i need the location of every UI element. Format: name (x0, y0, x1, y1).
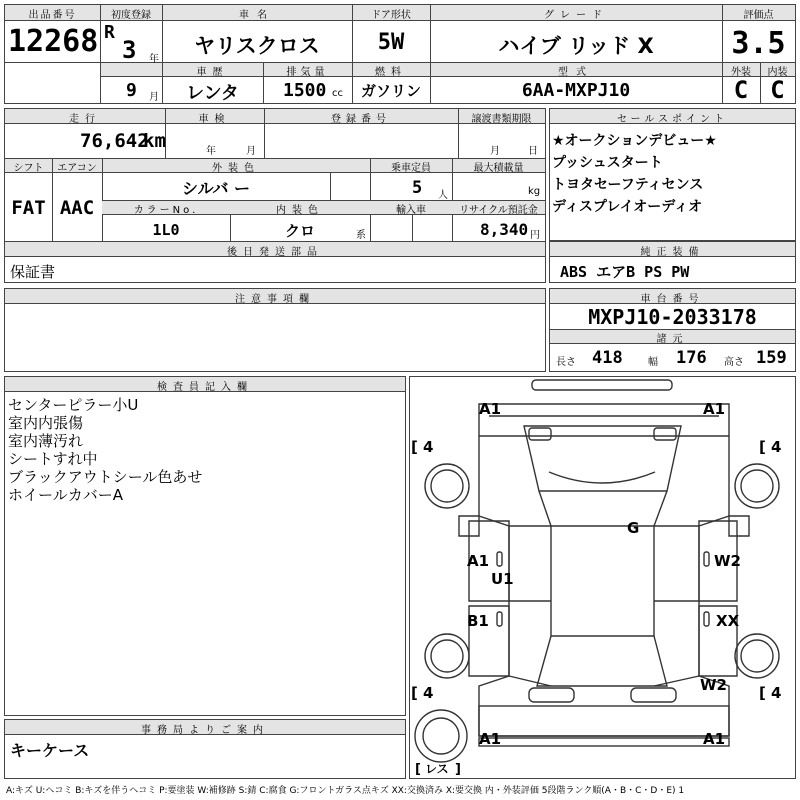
history-label: 車歴 (196, 67, 229, 78)
svg-text:[: [ (759, 684, 766, 702)
equipment-label: 純正装備 (640, 247, 705, 258)
tire-mark: 4 (423, 438, 434, 456)
displacement-label: 排気量 (286, 67, 329, 78)
model-label: 型式 (558, 67, 594, 78)
sales-point: トヨタセーフティセンス (552, 177, 704, 193)
ac-value: AAC (59, 197, 95, 219)
svg-text:[: [ (415, 762, 421, 777)
color-label: 外装色 (212, 163, 260, 174)
sales-point: ディスプレイオーディオ (552, 199, 703, 215)
reg-month-unit: 月 (149, 92, 159, 103)
chassis-number: MXPJ10-2033178 (588, 305, 757, 329)
shift-label: シフト (13, 163, 44, 174)
ext-label: 外装 (731, 67, 751, 78)
mileage-label: 走行 (69, 114, 101, 125)
mileage-unit: km (143, 130, 166, 152)
damage-mark: W2 (714, 552, 741, 570)
car-name-label: 車名 (239, 10, 275, 21)
grade-value: ハイブ リッド X (498, 34, 654, 58)
damage-mark: G (627, 519, 640, 537)
inspector-line: シートすれ中 (8, 450, 98, 468)
inspector-line: ブラックアウトシール色あせ (8, 468, 203, 486)
recycle-value: 8,340 (480, 220, 529, 239)
history-value: レンタ (186, 83, 239, 104)
ac-label: エアコン (57, 163, 97, 174)
displacement-value: 1500 (283, 80, 327, 101)
import-label: 輸入車 (396, 205, 426, 216)
fuel-value: ガソリン (360, 82, 421, 100)
colorno-value: 1L0 (152, 221, 180, 239)
spare-label: レス (425, 762, 449, 776)
damage-mark: W2 (700, 676, 727, 694)
score-value: 3.5 (731, 26, 786, 61)
ext-value: C (733, 76, 749, 104)
car-name: ヤリスクロス (194, 34, 320, 58)
grade-label: グレード (544, 10, 608, 21)
damage-mark: A1 (479, 730, 502, 748)
capacity-label: 乗車定員 (391, 163, 431, 174)
maxload-unit: kg (528, 186, 541, 197)
reg-year-unit: 年 (149, 54, 159, 65)
lot-number: 12268 (8, 24, 99, 59)
damage-mark: A1 (703, 730, 726, 748)
reg-month: 9 (126, 80, 137, 101)
tire-mark: 4 (771, 438, 782, 456)
damage-mark: A1 (479, 400, 502, 418)
score-label: 評価点 (743, 10, 774, 21)
recycle-unit: 円 (530, 230, 540, 241)
width-label: 幅 (648, 357, 658, 368)
interior-unit: 系 (356, 230, 366, 241)
damage-mark: A1 (467, 552, 490, 570)
shift-value: FAT (11, 197, 46, 219)
office-value: キーケース (10, 741, 90, 760)
capacity-value: 5 (412, 178, 423, 198)
sales-label: セールスポイント (616, 114, 729, 125)
svg-text:]: ] (455, 762, 461, 777)
damage-mark: U1 (491, 570, 514, 588)
transfer-day-unit: 日 (528, 146, 538, 157)
int-value: C (770, 76, 785, 104)
transfer-label: 譲渡書類期限 (471, 114, 532, 125)
reg-label: 初度登録 (111, 10, 151, 21)
color-value: シルバ ー (181, 179, 251, 198)
sales-point: ★オークションデビュー★ (552, 133, 717, 149)
sales-point: プッシュスタート (552, 155, 663, 171)
svg-text:[: [ (759, 438, 766, 456)
inspector-label: 検査員記入欄 (157, 382, 253, 393)
int-label: 内装 (767, 67, 788, 78)
maxload-label: 最大積載量 (473, 163, 524, 174)
office-label: 事務局よりご案内 (141, 725, 269, 736)
reg-year: 3 (122, 36, 137, 64)
chassis-label: 車台番号 (640, 294, 705, 305)
length-value: 418 (592, 348, 623, 368)
interior-label: 内装色 (276, 205, 324, 216)
inspection-year-unit: 年 (206, 146, 216, 157)
lot-label: 出品番号 (28, 10, 77, 21)
car-diagram (409, 376, 796, 779)
svg-text:[: [ (411, 684, 418, 702)
mileage-value: 76,642 (80, 130, 149, 152)
colorno-label: カラーNo. (133, 205, 199, 216)
recycle-label: リサイクル預託金 (459, 205, 538, 216)
equipment-value: ABS エアB PS PW (560, 263, 690, 281)
tire-mark: 4 (771, 684, 782, 702)
svg-text:[: [ (411, 438, 418, 456)
displacement-unit: cc (332, 88, 343, 99)
damage-mark: XX (716, 612, 740, 630)
interior-value: クロ (284, 222, 315, 240)
inspector-line: 室内内張傷 (8, 414, 84, 432)
door-value: 5W (377, 30, 405, 55)
reg-era: R (104, 22, 115, 43)
height-label: 高さ (724, 357, 744, 368)
notes-label: 注意事項欄 (235, 294, 315, 305)
damage-mark: A1 (703, 400, 726, 418)
regno-label: 登録番号 (331, 114, 391, 125)
later-value: 保証書 (10, 263, 56, 281)
length-label: 長さ (556, 357, 576, 368)
inspector-line: センターピラー小U (8, 396, 139, 414)
door-label: ドア形状 (371, 10, 411, 21)
inspector-line: 室内薄汚れ (8, 432, 84, 450)
inspection-month-unit: 月 (246, 146, 256, 157)
transfer-month-unit: 月 (490, 146, 500, 157)
capacity-unit: 人 (438, 190, 448, 201)
dims-label: 諸元 (656, 334, 689, 345)
fuel-label: 燃料 (375, 67, 407, 78)
damage-mark: B1 (467, 612, 489, 630)
height-value: 159 (756, 348, 787, 368)
width-value: 176 (676, 348, 707, 368)
later-label: 後日発送部品 (227, 247, 323, 258)
tire-mark: 4 (423, 684, 434, 702)
model-value: 6AA-MXPJ10 (521, 80, 631, 101)
legend-text: A:キズ U:ヘコミ B:キズを伴うヘコミ P:要塗装 W:補修跡 S:錆 C:腐食 G:フロントガラス点キズ XX:交換済み X:要交換 内・外装評価 5段階ランク順(A・B・C・D・E) 1 (6, 786, 685, 796)
inspector-line: ホイールカバーA (8, 486, 123, 504)
inspection-label: 車検 (198, 114, 231, 125)
